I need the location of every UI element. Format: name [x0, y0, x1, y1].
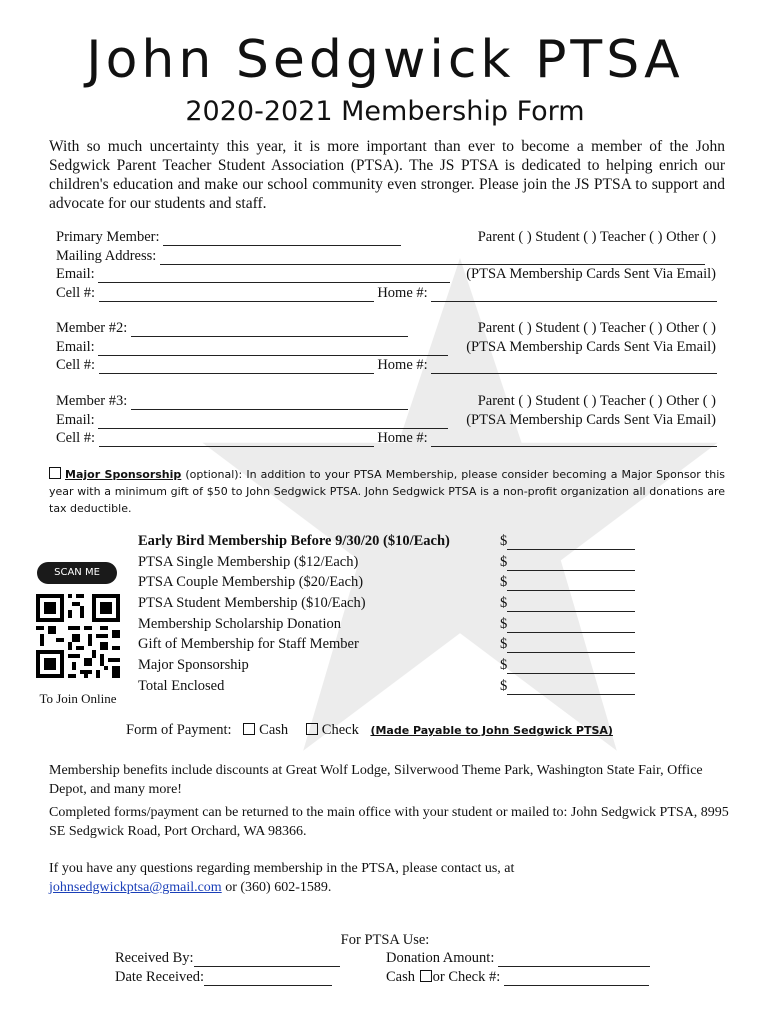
intro-paragraph: With so much uncertainty this year, it is more important than ever to become a member of the John Sedgwick Parent Teacher Student Association (PTSA). The JS PTSA is dedicated to helping enrich our children's education and make our school community even stronger. Please join the JS PTSA to support and advocate for our students and staff. — [49, 138, 725, 212]
currency-sign: $ — [500, 615, 508, 632]
primary-member-field[interactable] — [163, 231, 401, 246]
member2-label: Member #2: — [56, 320, 128, 336]
fee-amount-field[interactable] — [507, 659, 635, 674]
received-by-field[interactable] — [194, 952, 340, 967]
mailing-address-row — [56, 248, 716, 266]
fee-amount-field[interactable] — [507, 597, 635, 612]
cash-check-row — [386, 969, 649, 986]
sponsorship-checkbox[interactable] — [49, 467, 61, 479]
donation-amount-field[interactable] — [498, 952, 650, 967]
cards-note: (PTSA Membership Cards Sent Via Email) — [466, 339, 716, 355]
home-label: Home #: — [377, 357, 428, 373]
received-by-row — [115, 950, 340, 967]
payment-row — [126, 722, 613, 739]
fee-row-early-bird — [138, 533, 638, 554]
member3-email-field[interactable] — [98, 414, 448, 429]
qr-block — [30, 562, 126, 707]
fee-label: PTSA Student Membership ($10/Each) — [138, 595, 366, 612]
check-checkbox[interactable] — [306, 723, 318, 735]
currency-sign: $ — [500, 595, 508, 612]
qr-code-icon[interactable] — [36, 594, 120, 678]
cell-label: Cell #: — [56, 357, 96, 373]
date-received-row — [115, 969, 332, 986]
fee-row — [138, 616, 638, 637]
fee-amount-field[interactable] — [507, 638, 635, 653]
member2-phone-row — [56, 357, 716, 375]
member2-field[interactable] — [131, 322, 408, 337]
return-paragraph: Completed forms/payment can be returned to the main office with your student or mailed to: John Sedgwick PTSA, 8995 SE Sedgwick Road, Port Orchard, WA 98366. — [49, 805, 729, 839]
fee-label: PTSA Couple Membership ($20/Each) — [138, 574, 364, 591]
check-number-field[interactable] — [504, 971, 649, 986]
member3-field[interactable] — [131, 395, 408, 410]
home-label: Home #: — [377, 430, 428, 446]
sponsorship-title: Major Sponsorship — [65, 468, 182, 481]
office-cash-checkbox[interactable] — [420, 970, 432, 982]
total-amount-field[interactable] — [507, 680, 635, 695]
primary-home-field[interactable] — [431, 287, 717, 302]
member3-phone-row — [56, 430, 716, 448]
contact-paragraph — [49, 859, 729, 897]
fee-amount-field[interactable] — [507, 556, 635, 571]
member3-cell-field[interactable] — [99, 432, 374, 447]
member3-role-options[interactable]: Parent ( ) Student ( ) Teacher ( ) Other ( ) — [477, 393, 716, 409]
received-by-label: Received By: — [115, 950, 194, 966]
fee-label: PTSA Single Membership ($12/Each) — [138, 553, 359, 570]
mailing-address-label: Mailing Address: — [56, 248, 157, 264]
office-use-title: For PTSA Use: — [340, 932, 430, 948]
member3-label: Member #3: — [56, 393, 128, 409]
scan-me-badge: SCAN ME — [37, 562, 117, 584]
fee-row-total — [138, 678, 638, 699]
member2-home-field[interactable] — [431, 359, 717, 374]
member2-cell-field[interactable] — [99, 359, 374, 374]
currency-sign: $ — [500, 657, 508, 674]
home-label: Home #: — [377, 285, 428, 301]
page-subtitle: 2020-2021 Membership Form — [185, 96, 585, 127]
member2-email-field[interactable] — [98, 341, 448, 356]
primary-member-row — [56, 229, 716, 247]
fee-row — [138, 574, 638, 595]
primary-email-field[interactable] — [98, 268, 450, 283]
donation-amount-row — [386, 950, 650, 967]
or-check-label: or Check #: — [432, 969, 501, 985]
date-received-label: Date Received: — [115, 969, 204, 985]
cell-label: Cell #: — [56, 285, 96, 301]
payable-note: (Made Payable to John Sedgwick PTSA) — [370, 724, 613, 737]
donation-amount-label: Donation Amount: — [386, 950, 495, 966]
member3-home-field[interactable] — [431, 432, 717, 447]
primary-member-label: Primary Member: — [56, 229, 160, 245]
office-cash-label: Cash — [386, 969, 415, 985]
fee-label: Early Bird Membership Before 9/30/20 ($10/Each) — [138, 533, 450, 549]
currency-sign: $ — [500, 677, 508, 694]
fee-label: Gift of Membership for Staff Member — [138, 636, 359, 653]
member2-email-row — [56, 339, 716, 357]
primary-cell-field[interactable] — [99, 287, 374, 302]
currency-sign: $ — [500, 533, 508, 549]
sponsorship-text: (optional): In addition to your PTSA Membership, please consider becoming a Major Sponsor this year with a minimum gift of $50 to John Sedgwick PTSA. John Sedgwick PTSA is a non-profit organization all donations are tax deductible. — [49, 468, 725, 515]
fee-row — [138, 554, 638, 575]
email-label: Email: — [56, 412, 95, 428]
cards-note: (PTSA Membership Cards Sent Via Email) — [466, 266, 716, 282]
join-online-label: To Join Online — [39, 691, 117, 706]
email-label: Email: — [56, 266, 95, 282]
mailing-address-field[interactable] — [160, 250, 705, 265]
member2-role-options[interactable]: Parent ( ) Student ( ) Teacher ( ) Other ( ) — [477, 320, 716, 336]
currency-sign: $ — [500, 574, 508, 591]
contact-text: If you have any questions regarding membership in the PTSA, please contact us, at — [49, 861, 515, 876]
fee-row — [138, 595, 638, 616]
primary-phone-row — [56, 285, 716, 303]
date-received-field[interactable] — [204, 971, 332, 986]
benefits-paragraph: Membership benefits include discounts at Great Wolf Lodge, Silverwood Theme Park, Washington State Fair, Office Depot, and many more! — [49, 763, 703, 797]
page-title: John Sedgwick PTSA — [86, 30, 684, 90]
member3-email-row — [56, 412, 716, 430]
member3-row — [56, 393, 716, 411]
cell-label: Cell #: — [56, 430, 96, 446]
email-label: Email: — [56, 339, 95, 355]
primary-role-options[interactable]: Parent ( ) Student ( ) Teacher ( ) Other ( ) — [477, 229, 716, 245]
cash-checkbox[interactable] — [243, 723, 255, 735]
contact-phone: or (360) 602-1589. — [221, 880, 332, 895]
fee-amount-field[interactable] — [507, 576, 635, 591]
fee-label: Total Enclosed — [138, 677, 225, 694]
sponsorship-paragraph — [49, 466, 725, 517]
fee-label: Membership Scholarship Donation — [138, 615, 341, 632]
fee-label: Major Sponsorship — [138, 657, 249, 674]
fee-row — [138, 657, 638, 678]
check-label: Check — [321, 722, 359, 738]
contact-email-link[interactable]: johnsedgwickptsa@gmail.com — [49, 880, 222, 895]
cash-label: Cash — [259, 722, 289, 738]
primary-email-row — [56, 266, 716, 284]
currency-sign: $ — [500, 636, 508, 653]
fee-amount-field[interactable] — [507, 535, 635, 550]
cards-note: (PTSA Membership Cards Sent Via Email) — [466, 412, 716, 428]
currency-sign: $ — [500, 553, 508, 570]
member2-row — [56, 320, 716, 338]
fee-row — [138, 636, 638, 657]
fee-amount-field[interactable] — [507, 618, 635, 633]
payment-label: Form of Payment: — [126, 722, 232, 738]
membership-fees — [138, 533, 638, 699]
